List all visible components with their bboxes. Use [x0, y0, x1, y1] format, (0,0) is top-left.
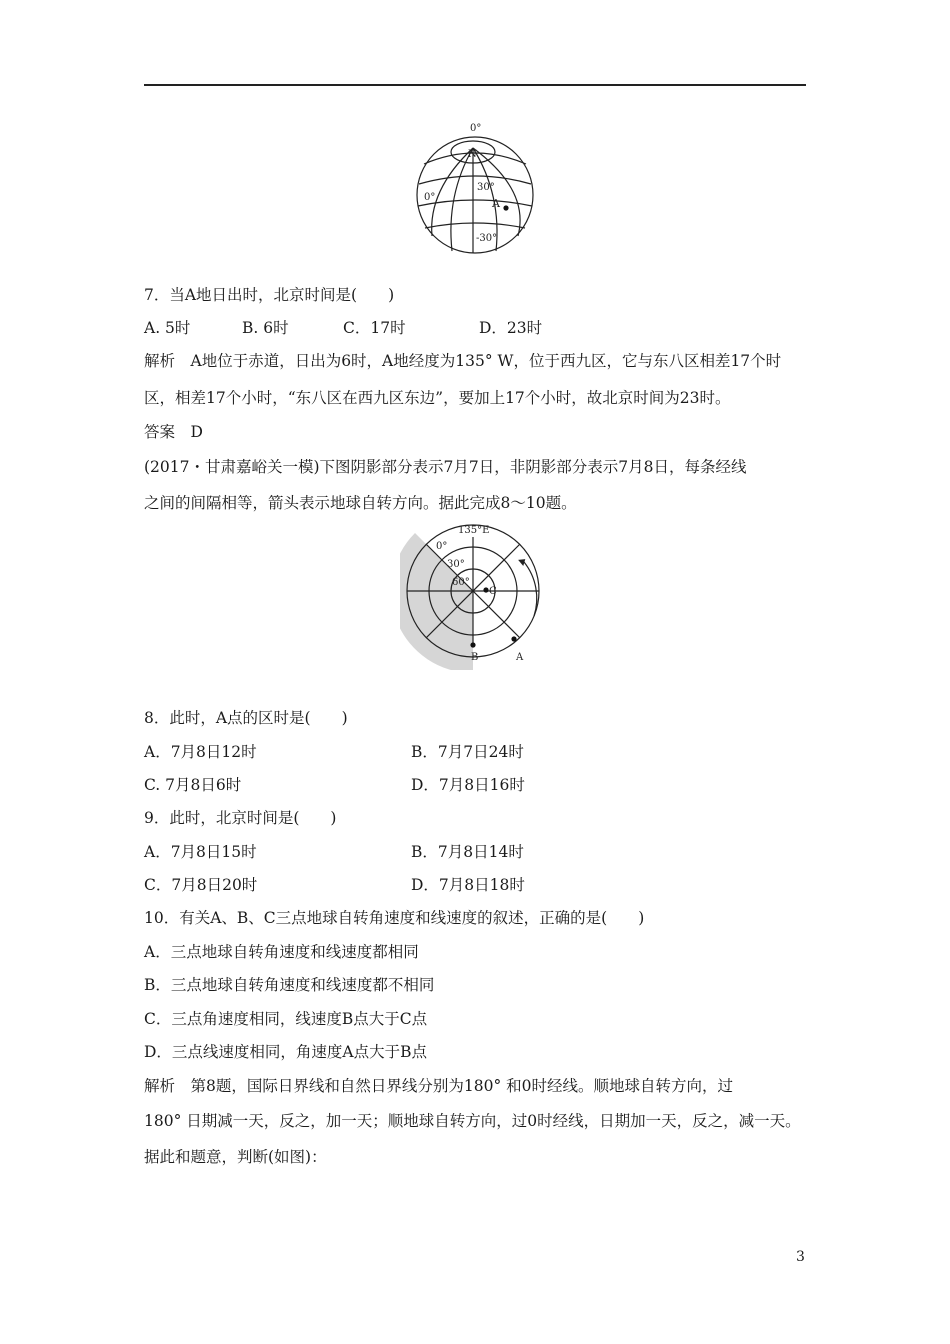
polar-label-top: 135°E: [458, 525, 490, 536]
q7-option-a: A. 5时: [144, 319, 191, 337]
polar-label-lat30: 30°: [447, 559, 465, 570]
analysis8-line1: 解析 第8题，国际日界线和自然日界线分别为180° 和0时经线。顺地球自转方向，过: [144, 1077, 733, 1095]
globe-label-left: 0°: [424, 192, 436, 203]
q10-option-d: D．三点线速度相同，角速度A点大于B点: [144, 1043, 428, 1061]
q9-option-a: A．7月8日15时: [144, 843, 257, 861]
polar-label-b: B: [471, 652, 479, 663]
intro-line2: 之间的间隔相等，箭头表示地球自转方向。据此完成8～10题。: [144, 494, 577, 512]
answer7: 答案 D: [144, 423, 203, 441]
analysis7-line2: 区，相差17个小时，“东八区在西九区东边”，要加上17个小时，故北京时间为23时。: [144, 389, 731, 407]
q10-option-c: C．三点角速度相同，线速度B点大于C点: [144, 1010, 428, 1028]
q8-option-d: D．7月8日16时: [411, 776, 525, 794]
q7-option-d: D．23时: [479, 319, 543, 337]
q7-option-b: B. 6时: [242, 319, 289, 337]
page-number: 3: [796, 1249, 805, 1265]
globe-figure: [410, 118, 540, 258]
globe-label-lat-n: 30°: [477, 182, 495, 193]
globe-label-pole: N: [468, 149, 477, 160]
q8-stem: 8．此时，A点的区时是( ): [144, 709, 348, 727]
q7-option-c: C．17时: [343, 319, 406, 337]
header-rule: [144, 84, 806, 86]
q10-option-a: A．三点地球自转角速度和线速度都相同: [144, 943, 419, 961]
q7-stem: 7．当A地日出时，北京时间是( ): [144, 286, 395, 304]
q9-stem: 9．此时，北京时间是( ): [144, 809, 337, 827]
q8-option-a: A．7月8日12时: [144, 743, 257, 761]
polar-label-c: C: [489, 586, 497, 597]
analysis7-line1: 解析 A地位于赤道，日出为6时，A地经度为135° W，位于西九区，它与东八区相差17个时: [144, 352, 782, 370]
q10-stem: 10．有关A、B、C三点地球自转角速度和线速度的叙述，正确的是( ): [144, 909, 645, 927]
polar-label-lon0: 0°: [436, 541, 448, 552]
q10-option-b: B．三点地球自转角速度和线速度都不相同: [144, 976, 435, 994]
q8-option-c: C. 7月8日6时: [144, 776, 242, 794]
q8-option-b: B．7月7日24时: [411, 743, 524, 761]
intro-line1: (2017・甘肃嘉峪关一模)下图阴影部分表示7月7日，非阴影部分表示7月8日，每条经线: [144, 458, 747, 476]
polar-label-a: A: [516, 652, 524, 663]
analysis8-line3: 据此和题意，判断(如图)：: [144, 1148, 327, 1166]
analysis8-line2: 180° 日期减一天，反之，加一天；顺地球自转方向，过0时经线，日期加一天，反之，减一天。: [144, 1112, 801, 1130]
polar-figure: [400, 520, 550, 670]
q9-option-c: C．7月8日20时: [144, 876, 258, 894]
globe-label-top: 0°: [470, 123, 482, 134]
globe-label-point-a: A: [492, 197, 500, 210]
q9-option-b: B．7月8日14时: [411, 843, 524, 861]
polar-label-lat60: 60°: [452, 577, 470, 588]
q9-option-d: D．7月8日18时: [411, 876, 525, 894]
globe-label-lat-s: -30°: [476, 233, 498, 244]
